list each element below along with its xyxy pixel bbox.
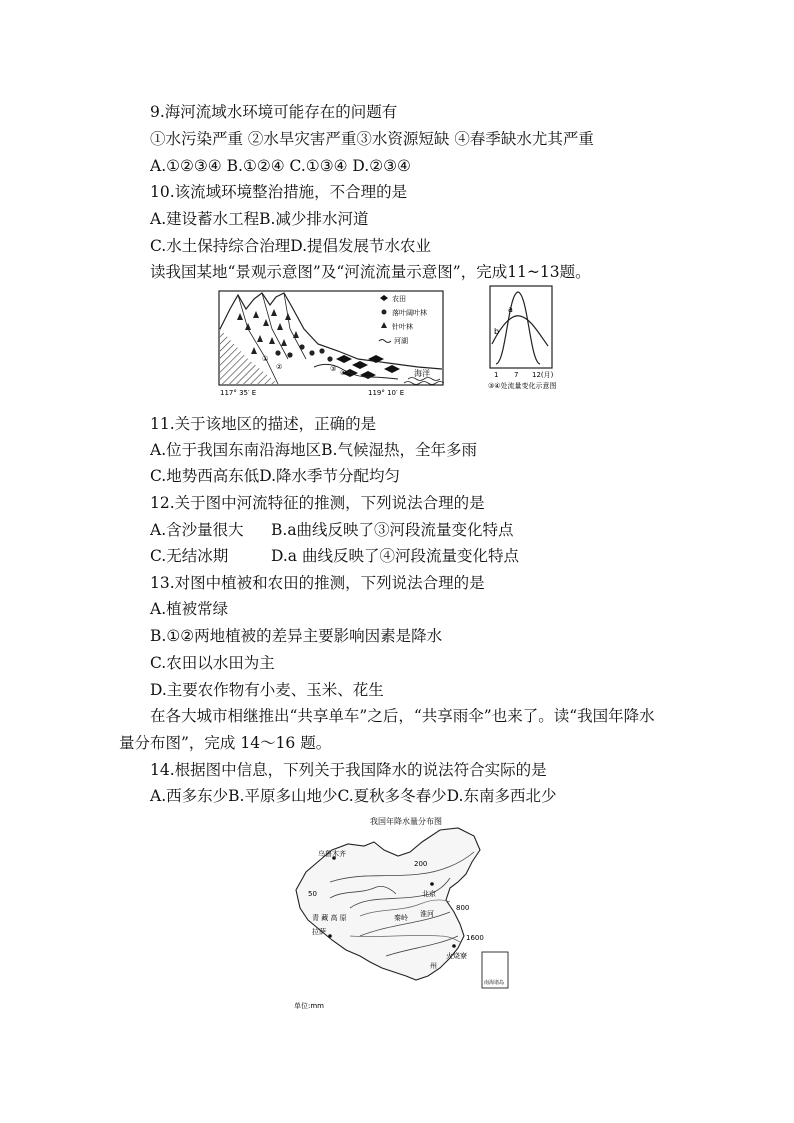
legend-conifer: 针叶林 bbox=[392, 323, 413, 331]
legend-deciduous-icon bbox=[382, 310, 387, 315]
q13-option-c: C.农田以水田为主 bbox=[150, 654, 275, 672]
q14-options: A.西多东少B.平原多山地少C.夏秋多冬春少D.东南多西北少 bbox=[150, 787, 557, 805]
label-qinling: 秦岭 bbox=[394, 914, 408, 922]
label-huaihe: 淮河 bbox=[420, 910, 434, 918]
label-guangzhou: 州 bbox=[430, 962, 437, 970]
q11-options-ab: A.位于我国东南沿海地区B.气候湿热，全年多雨 bbox=[150, 441, 477, 459]
q12-option-a: A.含沙量很大 bbox=[150, 521, 244, 539]
tick-1: 1 bbox=[494, 371, 499, 379]
q11-options-cd: C.地势西高东低D.降水季节分配均匀 bbox=[150, 467, 401, 485]
q13-option-a: A.植被常绿 bbox=[150, 600, 229, 618]
q13-option-b: B.①②两地植被的差异主要影响因素是降水 bbox=[150, 627, 443, 645]
q13-option-d: D.主要农作物有小麦、玉米、花生 bbox=[150, 681, 384, 699]
flow-figure bbox=[448, 284, 598, 396]
flow-caption: ③④处流量变化示意图 bbox=[488, 382, 557, 390]
lon-right: 119° 10′ E bbox=[368, 389, 405, 397]
label-inset: 南海诸岛 bbox=[484, 980, 505, 986]
legend-deciduous: 落叶阔叶林 bbox=[392, 309, 427, 317]
landscape-figure bbox=[218, 289, 444, 399]
q9-stem: 9.海河流域水环境可能存在的问题有 bbox=[150, 103, 398, 121]
label-50: 50 bbox=[308, 890, 317, 898]
q11-stem: 11.关于该地区的描述，正确的是 bbox=[150, 415, 377, 433]
label-800: 800 bbox=[456, 904, 470, 912]
point-3: ③ bbox=[330, 365, 337, 373]
lon-left: 117° 35′ E bbox=[220, 389, 257, 397]
label-urumqi: 乌鲁木齐 bbox=[318, 850, 346, 858]
curve-a-label: a bbox=[508, 305, 513, 314]
label-beijing: 北京 bbox=[422, 890, 436, 898]
q13-stem: 13.对图中植被和农田的推测，下列说法合理的是 bbox=[150, 574, 485, 592]
map-title: 我国年降水量分布图 bbox=[370, 817, 442, 826]
q10-options-cd: C.水土保持综合治理D.提倡发展节水农业 bbox=[150, 237, 432, 255]
tick-12: 12(月) bbox=[532, 371, 554, 379]
q9-options: A.①②③④ B.①②④ C.①③④ D.②③④ bbox=[150, 157, 411, 175]
q10-stem: 10.该流域环境整治措施，不合理的是 bbox=[150, 183, 408, 201]
intro-q14-line1: 在各大城市相继推出“共享单车”之后，“共享雨伞”也来了。读“我国年降水 bbox=[150, 707, 655, 725]
point-2: ② bbox=[276, 363, 283, 371]
q12-option-b: B.a曲线反映了③河段流量变化特点 bbox=[271, 521, 514, 539]
q12-option-d: D.a 曲线反映了④河段流量变化特点 bbox=[271, 547, 519, 565]
legend-farm: 农田 bbox=[392, 295, 406, 303]
map-unit: 单位:mm bbox=[294, 1002, 324, 1010]
label-1600: 1600 bbox=[466, 934, 484, 942]
q14-stem: 14.根据图中信息，下列关于我国降水的说法符合实际的是 bbox=[150, 761, 547, 779]
label-lhasa: 拉萨 bbox=[312, 928, 326, 936]
sea-label: 海洋 bbox=[414, 369, 430, 378]
label-plateau: 青 藏 高 原 bbox=[312, 914, 347, 922]
q10-options-ab: A.建设蓄水工程B.减少排水河道 bbox=[150, 210, 369, 228]
flow-svg bbox=[448, 284, 598, 396]
curve-b-label: b bbox=[494, 327, 500, 336]
landscape-svg bbox=[218, 289, 444, 399]
label-taipei: 火烧寮 bbox=[446, 952, 467, 960]
point-1: ① bbox=[262, 355, 269, 363]
point-4: ④ bbox=[340, 369, 347, 377]
tick-7: 7 bbox=[514, 371, 519, 379]
flow-frame bbox=[490, 286, 552, 368]
label-200: 200 bbox=[414, 860, 428, 868]
q12-stem: 12.关于图中河流特征的推测，下列说法合理的是 bbox=[150, 494, 485, 512]
intro-q11-13: 读我国某地“景观示意图”及“河流流量示意图”，完成11~13题。 bbox=[150, 263, 591, 281]
q12-option-c: C.无结冰期 bbox=[150, 547, 229, 565]
intro-q14-line2: 量分布图”，完成 14～16 题。 bbox=[119, 734, 332, 752]
precip-map-figure bbox=[290, 812, 522, 1012]
q9-items: ①水污染严重 ②水旱灾害严重③水资源短缺 ④春季缺水尤其严重 bbox=[150, 130, 594, 148]
legend-river: 河湖 bbox=[394, 337, 408, 345]
precip-map-svg bbox=[290, 812, 522, 1012]
